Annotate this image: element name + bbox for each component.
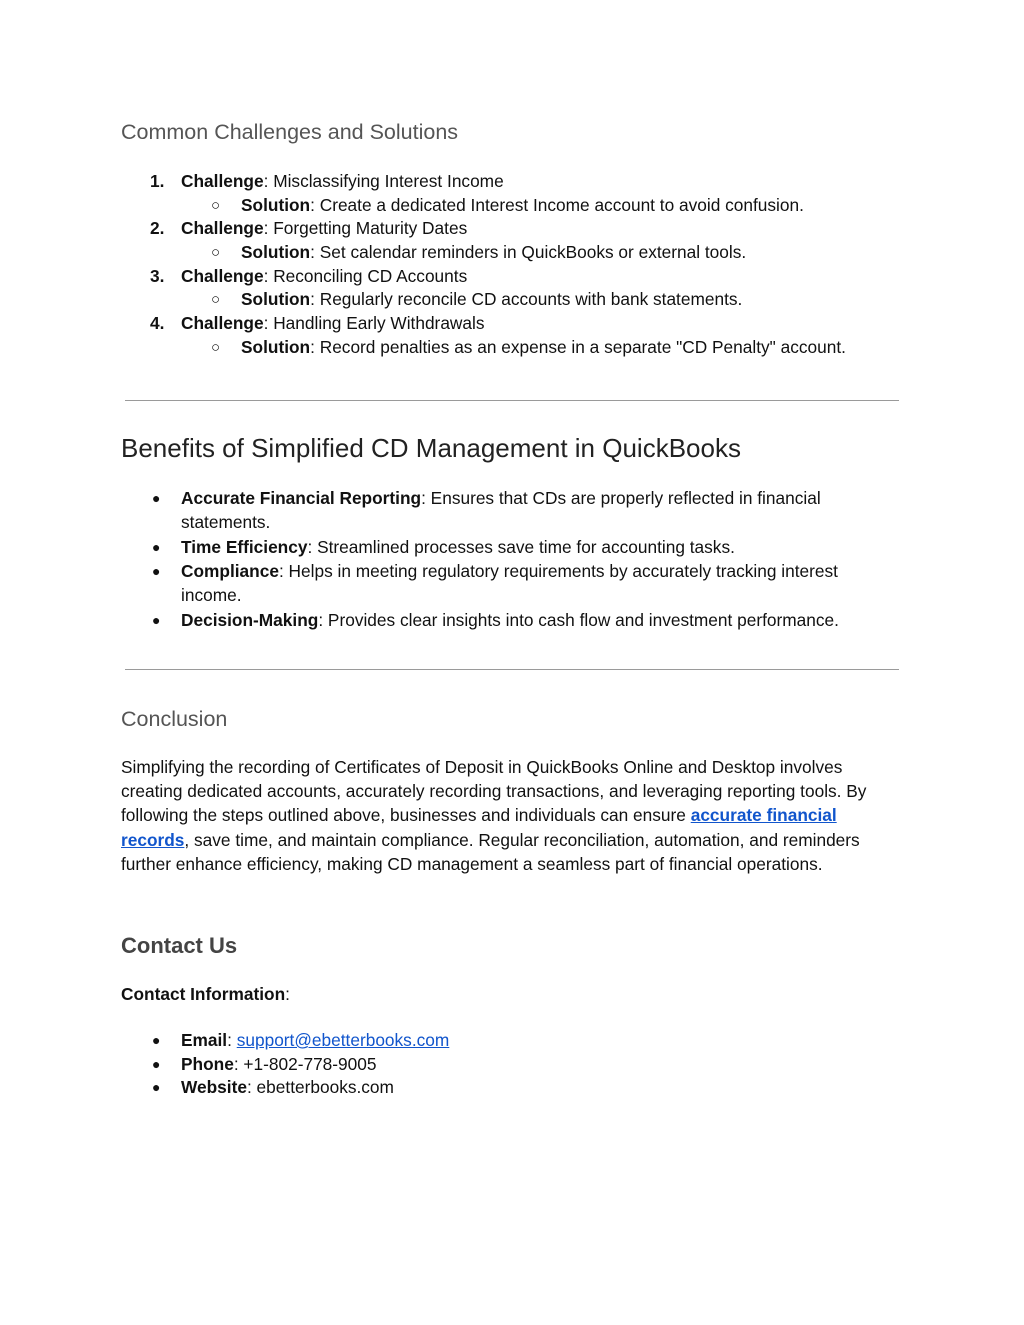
solution-text: : Regularly reconcile CD accounts with bank statements. — [310, 289, 743, 310]
conclusion-heading: Conclusion — [121, 707, 228, 731]
conclusion-text-before: Simplifying the recording of Certificates of Deposit in QuickBooks Online and Desktop involves creating dedicated accounts, accurately recording transactions, and leveraging reporting tools. By following the steps outlined above, businesses and individuals can ensure — [121, 757, 867, 826]
bullet-icon: ● — [152, 539, 161, 556]
challenge-label: Challenge — [181, 218, 264, 239]
benefit-text: : Ensures that CDs are properly reflected in financial statements. — [181, 488, 821, 532]
challenge-label: Challenge — [181, 171, 264, 191]
solution-item-1 — [0, 194, 1024, 218]
challenge-label: Challenge — [181, 265, 264, 286]
challenge-text: : Forgetting Maturity Dates — [263, 218, 468, 239]
email-separator: : — [227, 1030, 237, 1050]
circle-bullet-icon: ○ — [211, 196, 221, 214]
email-label: Email — [181, 1030, 228, 1050]
benefit-label: Accurate Financial Reporting — [181, 488, 422, 508]
bullet-icon: ● — [152, 563, 161, 580]
contact-website-item — [0, 1076, 1024, 1100]
bullet-icon: ● — [152, 1079, 161, 1096]
divider — [125, 669, 899, 670]
challenge-text: : Reconciling CD Accounts — [263, 265, 468, 286]
bullet-icon: ● — [152, 1032, 161, 1048]
solution-item-3 — [0, 288, 1024, 312]
phone-label: Phone — [181, 1053, 234, 1074]
bullet-icon: ● — [152, 490, 161, 506]
benefit-label: Decision-Making — [181, 610, 319, 631]
solution-label: Solution — [241, 289, 311, 310]
conclusion-text-after: , save time, and maintain compliance. Regular reconciliation, automation, and reminders further enhance efficiency, making CD management a seamless part of financial operations. — [121, 829, 860, 874]
contact-info-suffix: : — [285, 984, 290, 1004]
challenge-label: Challenge — [181, 313, 264, 334]
benefit-item-4 — [0, 609, 1024, 633]
solution-text: : Set calendar reminders in QuickBooks or external tools. — [310, 242, 747, 263]
contact-email-item — [0, 1029, 1024, 1053]
benefits-list — [0, 487, 1024, 633]
bullet-icon: ● — [152, 1055, 161, 1072]
circle-bullet-icon: ○ — [211, 291, 221, 309]
challenge-item-4 — [0, 312, 1024, 336]
contact-info-line — [121, 982, 901, 1006]
challenges-heading: Common Challenges and Solutions — [121, 120, 459, 144]
contact-info-label: Contact Information — [121, 984, 286, 1004]
contact-heading: Contact Us — [121, 933, 238, 958]
challenge-item-2 — [0, 217, 1024, 241]
email-link[interactable]: support@ebetterbooks.com — [236, 1030, 450, 1050]
website-value: : ebetterbooks.com — [246, 1077, 394, 1098]
contact-phone-item — [0, 1053, 1024, 1077]
list-number: 3. — [150, 265, 165, 286]
challenge-text: : Misclassifying Interest Income — [263, 171, 504, 191]
benefit-item-1 — [0, 487, 1024, 534]
bullet-icon: ● — [152, 612, 161, 629]
circle-bullet-icon: ○ — [211, 244, 221, 262]
solution-text: : Create a dedicated Interest Income account to avoid confusion. — [310, 194, 804, 215]
accurate-financial-records-link[interactable]: accurate financial records — [121, 805, 837, 850]
benefits-heading: Benefits of Simplified CD Management in QuickBooks — [121, 433, 741, 463]
phone-value: : +1-802-778-9005 — [233, 1053, 377, 1074]
solution-label: Solution — [241, 194, 311, 215]
benefit-item-2 — [0, 536, 1024, 560]
circle-bullet-icon: ○ — [211, 338, 221, 356]
challenge-item-3 — [0, 265, 1024, 289]
benefit-text: : Helps in meeting regulatory requirements by accurately tracking interest income. — [181, 561, 838, 605]
solution-label: Solution — [241, 336, 311, 357]
challenge-item-1 — [0, 170, 1024, 194]
website-label: Website — [181, 1077, 247, 1098]
benefit-text: : Provides clear insights into cash flow and investment performance. — [318, 610, 839, 631]
list-number: 1. — [150, 171, 165, 191]
contact-list — [0, 1029, 1024, 1100]
benefit-label: Compliance — [181, 561, 279, 582]
challenges-list — [0, 170, 1024, 360]
divider — [125, 400, 899, 401]
benefit-text: : Streamlined processes save time for accounting tasks. — [307, 537, 735, 558]
conclusion-paragraph — [121, 755, 901, 876]
solution-text: : Record penalties as an expense in a separate "CD Penalty" account. — [310, 336, 846, 357]
solution-item-2 — [0, 241, 1024, 265]
solution-item-4 — [0, 336, 1024, 360]
list-number: 2. — [150, 218, 165, 239]
benefit-item-3 — [0, 560, 1024, 607]
challenge-text: : Handling Early Withdrawals — [263, 313, 485, 334]
list-number: 4. — [150, 313, 165, 334]
benefit-label: Time Efficiency — [181, 537, 308, 558]
solution-label: Solution — [241, 242, 311, 263]
